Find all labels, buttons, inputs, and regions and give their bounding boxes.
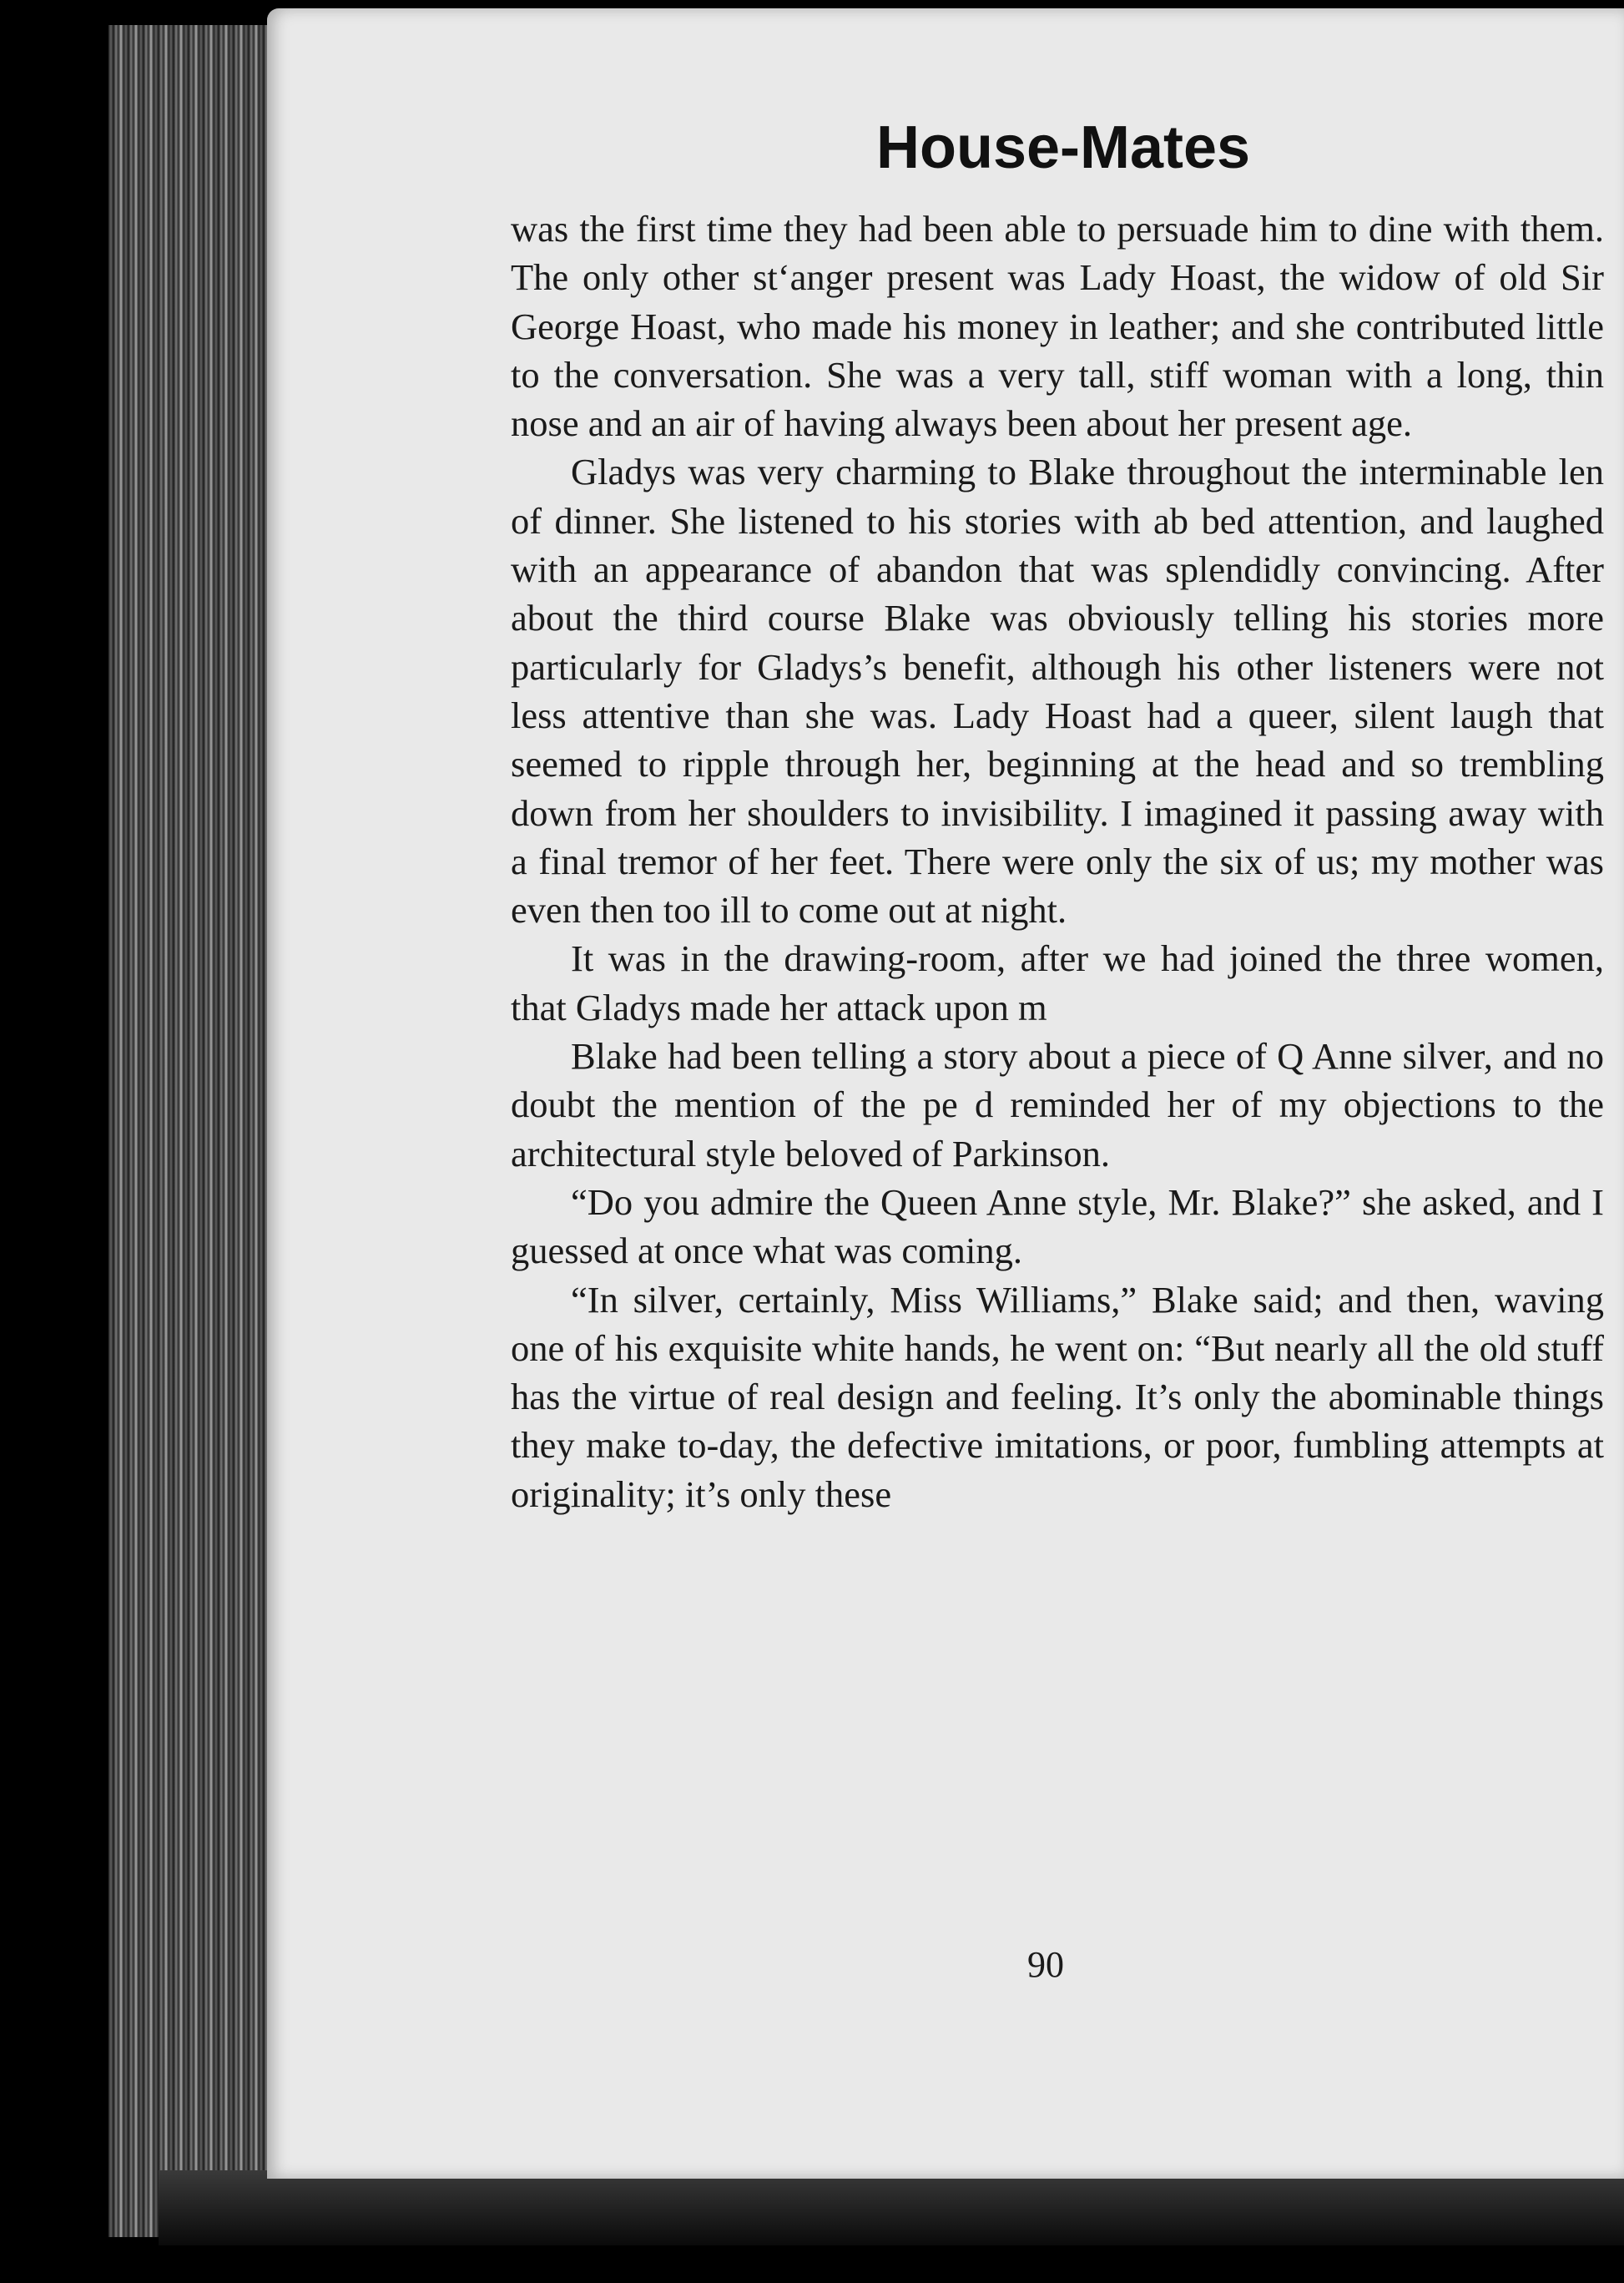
paragraph-5: “Do you admire the Queen Anne style, Mr. Blake?” she asked, and I guessed at once what was coming. (511, 1180, 1604, 1272)
body-text (511, 205, 1604, 1518)
paragraph-4: Blake had been telling a story about a piece of Q Anne silver, and no doubt the mention of the pe d reminded her of my objections to the architectural style beloved of Parkinson. (511, 1035, 1604, 1174)
page-bottom-shadow (159, 2170, 1624, 2245)
running-head (267, 114, 1624, 182)
page-number-text: 90 (1027, 1944, 1064, 1985)
book-page (267, 8, 1624, 2179)
paragraph-1: was the first time they had been able to persuade him to dine with them. The only other stʻanger present was Lady Hoast, the widow of old Sir George Hoast, who made his money in leather; and she contributed little to the conversation. She was a very tall, stiff woman with a long, thin nose and an air of having always been about her present age. (511, 208, 1604, 445)
paragraph-3: It was in the drawing-room, after we had joined the three women, that Gladys made her attack upon m (511, 937, 1604, 1028)
running-head-text: House-Mates (876, 114, 1251, 181)
page-number (267, 1943, 1624, 1986)
paragraph-6: “In silver, certainly, Miss Williams,” Blake said; and then, waving one of his exquisite white hands, he went on: “But nearly all the old stuff has the virtue of real design and feeling. It’s only the abominable things they make to-day, the defective imitations, or poor, fumbling attempts at originality; it’s only these (511, 1278, 1604, 1515)
paragraph-2: Gladys was very charming to Blake throughout the interminable len of dinner. She listened to his stories with ab bed attention, and laughed with an appearance of abandon that was splendidly convincing. After about the third course Blake was obviously telling his stories more particularly for Gladys’s benefit, although his other listeners were not less attentive than she was. Lady Hoast had a queer, silent laugh that seemed to ripple through her, beginning at the head and so trembling down from her shoulders to invisibility. I imagined it passing away with a final tremor of her feet. There were only the six of us; my mother was even then too ill to come out at night. (511, 451, 1604, 932)
